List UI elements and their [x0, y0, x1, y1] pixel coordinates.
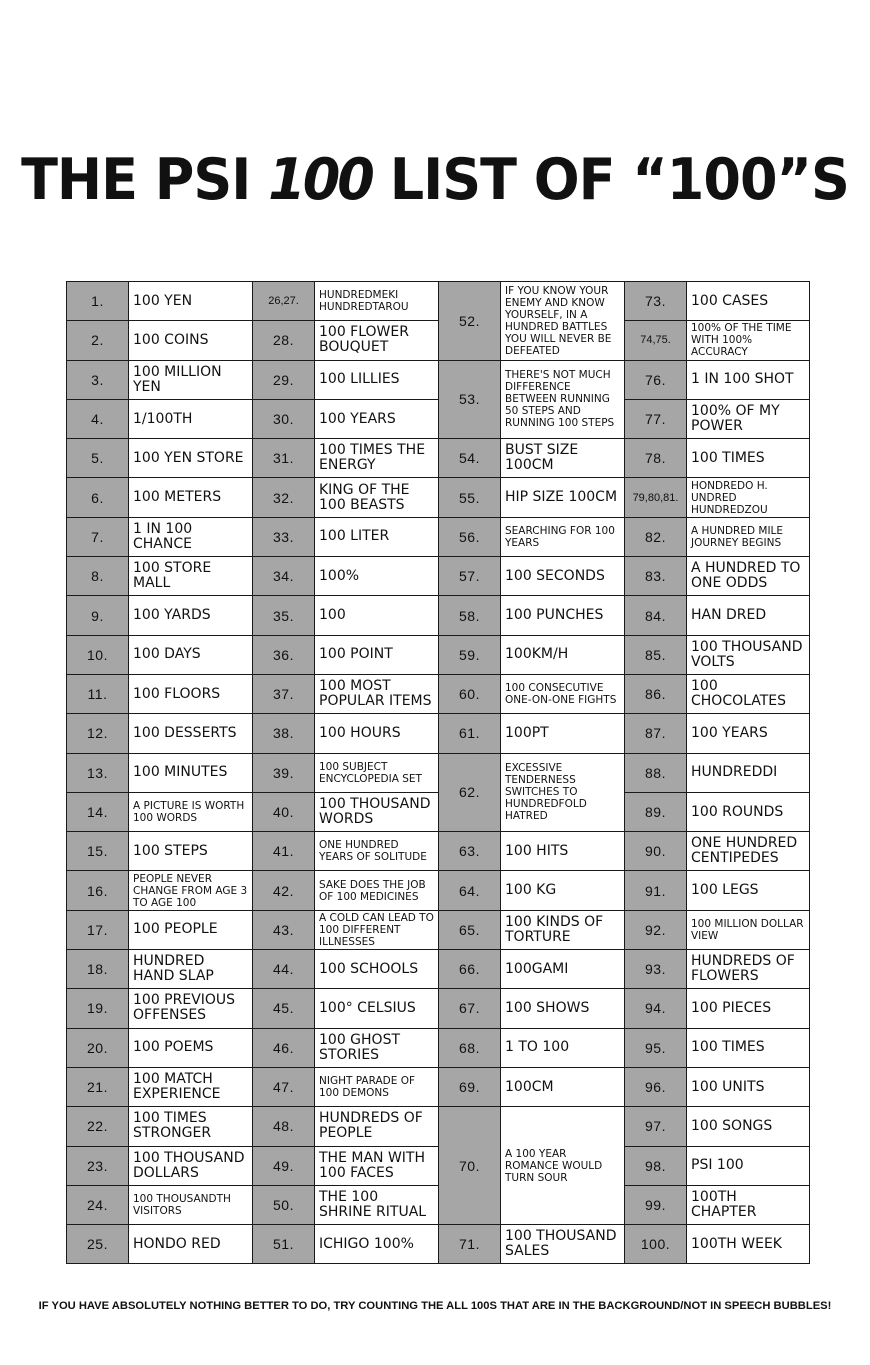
item-number: 37. — [253, 674, 315, 713]
item-text: 1 IN 100 CHANCE — [129, 517, 253, 556]
item-number: 64. — [439, 871, 501, 910]
item-number: 98. — [625, 1146, 687, 1185]
item-text: 100 POEMS — [129, 1028, 253, 1067]
item-number: 90. — [625, 832, 687, 871]
item-text: HONDREDO H. UNDRED HUNDREDZOU — [687, 478, 810, 517]
item-number: 23. — [67, 1146, 129, 1185]
item-number: 76. — [625, 360, 687, 399]
item-number: 84. — [625, 596, 687, 635]
item-number: 4. — [67, 399, 129, 438]
item-number: 49. — [253, 1146, 315, 1185]
item-text: 100 LITER — [315, 517, 439, 556]
item-text: 100 TIMES STRONGER — [129, 1107, 253, 1146]
item-number: 7. — [67, 517, 129, 556]
item-text: 100 SHOWS — [501, 989, 625, 1028]
item-text: 100 LILLIES — [315, 360, 439, 399]
item-number: 79,80,81. — [625, 478, 687, 517]
item-text: 100 SECONDS — [501, 557, 625, 596]
item-number: 69. — [439, 1067, 501, 1106]
table-row — [67, 910, 810, 949]
item-text: 100 YARDS — [129, 596, 253, 635]
item-number: 24. — [67, 1185, 129, 1224]
item-text: 1/100TH — [129, 399, 253, 438]
hundreds-list-table — [66, 281, 810, 1264]
item-number: 6. — [67, 478, 129, 517]
table-row — [67, 1225, 810, 1264]
table-row — [67, 1028, 810, 1067]
item-number: 65. — [439, 910, 501, 949]
item-text: A HUNDRED MILE JOURNEY BEGINS — [687, 517, 810, 556]
item-text: BUST SIZE 100CM — [501, 439, 625, 478]
item-number: 19. — [67, 989, 129, 1028]
item-text: 100 METERS — [129, 478, 253, 517]
item-number: 33. — [253, 517, 315, 556]
item-text: THE MAN WITH 100 FACES — [315, 1146, 439, 1185]
item-text: 100 FLOORS — [129, 674, 253, 713]
item-number: 52. — [439, 282, 501, 361]
item-number: 8. — [67, 557, 129, 596]
item-number: 73. — [625, 282, 687, 321]
item-number: 77. — [625, 399, 687, 438]
item-number: 32. — [253, 478, 315, 517]
item-number: 87. — [625, 714, 687, 753]
item-number: 78. — [625, 439, 687, 478]
item-text: 100 LEGS — [687, 871, 810, 910]
item-text: 100 THOUSANDTH VISITORS — [129, 1185, 253, 1224]
item-number: 51. — [253, 1225, 315, 1264]
item-number: 67. — [439, 989, 501, 1028]
item-text: 100 SCHOOLS — [315, 950, 439, 989]
item-number: 40. — [253, 792, 315, 831]
item-text: 100 THOUSAND DOLLARS — [129, 1146, 253, 1185]
item-number: 36. — [253, 635, 315, 674]
item-number: 38. — [253, 714, 315, 753]
item-number: 3. — [67, 360, 129, 399]
table-row — [67, 871, 810, 910]
table-row — [67, 832, 810, 871]
item-number: 20. — [67, 1028, 129, 1067]
item-text: 100 YEN STORE — [129, 439, 253, 478]
item-number: 43. — [253, 910, 315, 949]
item-text: HUNDREDMEKI HUNDREDTAROU — [315, 282, 439, 321]
title-highlight: 100 — [268, 146, 372, 213]
item-number: 21. — [67, 1067, 129, 1106]
item-text: 100 CHOCOLATES — [687, 674, 810, 713]
item-number: 16. — [67, 871, 129, 910]
table-row — [67, 1107, 810, 1146]
item-number: 2. — [67, 321, 129, 360]
item-text: 100 DESSERTS — [129, 714, 253, 753]
table-row — [67, 517, 810, 556]
item-text: 100 TIMES THE ENERGY — [315, 439, 439, 478]
item-number: 63. — [439, 832, 501, 871]
item-number: 39. — [253, 753, 315, 792]
table-row — [67, 674, 810, 713]
item-number: 9. — [67, 596, 129, 635]
item-text: 100 STEPS — [129, 832, 253, 871]
item-number: 96. — [625, 1067, 687, 1106]
table-row — [67, 439, 810, 478]
item-number: 41. — [253, 832, 315, 871]
item-number: 5. — [67, 439, 129, 478]
item-text: KING OF THE 100 BEASTS — [315, 478, 439, 517]
item-number: 31. — [253, 439, 315, 478]
item-number: 54. — [439, 439, 501, 478]
item-number: 66. — [439, 950, 501, 989]
item-text: 100 DAYS — [129, 635, 253, 674]
item-text: 100 THOUSAND SALES — [501, 1225, 625, 1264]
item-text: 100 MILLION YEN — [129, 360, 253, 399]
item-number: 95. — [625, 1028, 687, 1067]
item-text: 100 UNITS — [687, 1067, 810, 1106]
item-text: A PICTURE IS WORTH 100 WORDS — [129, 792, 253, 831]
item-text: 100 SUBJECT ENCYCLOPEDIA SET — [315, 753, 439, 792]
table-row — [67, 1146, 810, 1185]
table-row — [67, 478, 810, 517]
item-text: 100CM — [501, 1067, 625, 1106]
item-text: 100TH WEEK — [687, 1225, 810, 1264]
item-text: 100 KG — [501, 871, 625, 910]
item-text: HUNDREDDI — [687, 753, 810, 792]
item-text: THERE'S NOT MUCH DIFFERENCE BETWEEN RUNNING 50 STEPS AND RUNNING 100 STEPS — [501, 360, 625, 439]
item-number: 94. — [625, 989, 687, 1028]
item-number: 34. — [253, 557, 315, 596]
item-text: 100 PUNCHES — [501, 596, 625, 635]
item-number: 88. — [625, 753, 687, 792]
page-title — [0, 146, 870, 212]
item-number: 85. — [625, 635, 687, 674]
item-text: 100 YEARS — [687, 714, 810, 753]
item-text: 100 YEN — [129, 282, 253, 321]
item-text: 100 THOUSAND VOLTS — [687, 635, 810, 674]
item-text: 100 THOUSAND WORDS — [315, 792, 439, 831]
item-number: 97. — [625, 1107, 687, 1146]
table-row — [67, 1185, 810, 1224]
item-text: 100 GHOST STORIES — [315, 1028, 439, 1067]
item-number: 12. — [67, 714, 129, 753]
item-text: HIP SIZE 100CM — [501, 478, 625, 517]
item-text: 100 PREVIOUS OFFENSES — [129, 989, 253, 1028]
footer-note: IF YOU HAVE ABSOLUTELY NOTHING BETTER TO DO, TRY COUNTING THE ALL 100S THAT ARE IN THE BACKGROUND/NOT IN SPEECH BUBBLES! — [38, 1300, 832, 1312]
item-number: 82. — [625, 517, 687, 556]
table-row — [67, 399, 810, 438]
item-text: 100 MATCH EXPERIENCE — [129, 1067, 253, 1106]
item-number: 14. — [67, 792, 129, 831]
item-number: 93. — [625, 950, 687, 989]
item-text: 100 YEARS — [315, 399, 439, 438]
table-row — [67, 557, 810, 596]
item-number: 44. — [253, 950, 315, 989]
item-number: 25. — [67, 1225, 129, 1264]
item-text: NIGHT PARADE OF 100 DEMONS — [315, 1067, 439, 1106]
table-row — [67, 989, 810, 1028]
item-text: 100 POINT — [315, 635, 439, 674]
item-number: 15. — [67, 832, 129, 871]
item-number: 35. — [253, 596, 315, 635]
item-text: 100 ROUNDS — [687, 792, 810, 831]
item-number: 86. — [625, 674, 687, 713]
item-text: 100 SONGS — [687, 1107, 810, 1146]
item-text: 100 PEOPLE — [129, 910, 253, 949]
item-text: 100PT — [501, 714, 625, 753]
title-post: LIST OF “100”S — [371, 146, 849, 213]
item-number: 17. — [67, 910, 129, 949]
table-row — [67, 360, 810, 399]
item-number: 71. — [439, 1225, 501, 1264]
item-text: EXCESSIVE TENDERNESS SWITCHES TO HUNDREDFOLD HATRED — [501, 753, 625, 832]
item-number: 29. — [253, 360, 315, 399]
item-text: SEARCHING FOR 100 YEARS — [501, 517, 625, 556]
item-text: 100 HOURS — [315, 714, 439, 753]
item-text: ONE HUNDRED YEARS OF SOLITUDE — [315, 832, 439, 871]
item-text: 100GAMI — [501, 950, 625, 989]
item-number: 74,75. — [625, 321, 687, 360]
item-text: 100% OF MY POWER — [687, 399, 810, 438]
item-number: 13. — [67, 753, 129, 792]
item-text: 100° CELSIUS — [315, 989, 439, 1028]
item-number: 83. — [625, 557, 687, 596]
item-number: 99. — [625, 1185, 687, 1224]
item-text: 100 COINS — [129, 321, 253, 360]
table-row — [67, 714, 810, 753]
item-number: 47. — [253, 1067, 315, 1106]
item-number: 60. — [439, 674, 501, 713]
item-text: PSI 100 — [687, 1146, 810, 1185]
item-text: 100 MOST POPULAR ITEMS — [315, 674, 439, 713]
item-number: 18. — [67, 950, 129, 989]
item-number: 70. — [439, 1107, 501, 1225]
item-number: 53. — [439, 360, 501, 439]
item-text: ICHIGO 100% — [315, 1225, 439, 1264]
item-number: 62. — [439, 753, 501, 832]
item-text: THE 100 SHRINE RITUAL — [315, 1185, 439, 1224]
item-text: 100 STORE MALL — [129, 557, 253, 596]
item-text: 100 KINDS OF TORTURE — [501, 910, 625, 949]
item-text: HAN DRED — [687, 596, 810, 635]
table-row — [67, 596, 810, 635]
table-row — [67, 321, 810, 360]
item-text: HUNDREDS OF FLOWERS — [687, 950, 810, 989]
item-text: 100KM/H — [501, 635, 625, 674]
table-row — [67, 635, 810, 674]
item-number: 42. — [253, 871, 315, 910]
item-text: 100 MILLION DOLLAR VIEW — [687, 910, 810, 949]
item-number: 22. — [67, 1107, 129, 1146]
item-text: 100 PIECES — [687, 989, 810, 1028]
item-text: 100% — [315, 557, 439, 596]
item-text: 100% OF THE TIME WITH 100% ACCURACY — [687, 321, 810, 360]
item-number: 57. — [439, 557, 501, 596]
item-text: PEOPLE NEVER CHANGE FROM AGE 3 TO AGE 100 — [129, 871, 253, 910]
item-text: ONE HUNDRED CENTIPEDES — [687, 832, 810, 871]
item-text: A HUNDRED TO ONE ODDS — [687, 557, 810, 596]
item-text: 100 CASES — [687, 282, 810, 321]
item-number: 55. — [439, 478, 501, 517]
item-text: 100 FLOWER BOUQUET — [315, 321, 439, 360]
item-number: 11. — [67, 674, 129, 713]
item-text: A 100 YEAR ROMANCE WOULD TURN SOUR — [501, 1107, 625, 1225]
item-text: HUNDRED HAND SLAP — [129, 950, 253, 989]
item-text: 100 TIMES — [687, 1028, 810, 1067]
item-number: 28. — [253, 321, 315, 360]
item-text: 100 MINUTES — [129, 753, 253, 792]
item-number: 89. — [625, 792, 687, 831]
item-number: 58. — [439, 596, 501, 635]
item-text: IF YOU KNOW YOUR ENEMY AND KNOW YOURSELF, IN A HUNDRED BATTLES YOU WILL NEVER BE DEFEATED — [501, 282, 625, 361]
table-row — [67, 950, 810, 989]
item-number: 46. — [253, 1028, 315, 1067]
item-number: 59. — [439, 635, 501, 674]
item-number: 68. — [439, 1028, 501, 1067]
item-number: 91. — [625, 871, 687, 910]
item-text: 1 TO 100 — [501, 1028, 625, 1067]
item-text: 1 IN 100 SHOT — [687, 360, 810, 399]
item-number: 45. — [253, 989, 315, 1028]
title-pre: THE PSI — [21, 146, 269, 213]
item-number: 48. — [253, 1107, 315, 1146]
item-number: 61. — [439, 714, 501, 753]
item-number: 26,27. — [253, 282, 315, 321]
item-number: 10. — [67, 635, 129, 674]
item-number: 56. — [439, 517, 501, 556]
item-number: 30. — [253, 399, 315, 438]
item-text: A COLD CAN LEAD TO 100 DIFFERENT ILLNESSES — [315, 910, 439, 949]
item-text: SAKE DOES THE JOB OF 100 MEDICINES — [315, 871, 439, 910]
item-text: 100TH CHAPTER — [687, 1185, 810, 1224]
table-row — [67, 753, 810, 792]
item-number: 50. — [253, 1185, 315, 1224]
item-number: 100. — [625, 1225, 687, 1264]
item-text: 100 HITS — [501, 832, 625, 871]
item-text: HUNDREDS OF PEOPLE — [315, 1107, 439, 1146]
item-text: 100 TIMES — [687, 439, 810, 478]
item-text: 100 CONSECUTIVE ONE-ON-ONE FIGHTS — [501, 674, 625, 713]
item-number: 92. — [625, 910, 687, 949]
item-text: HONDO RED — [129, 1225, 253, 1264]
table-row — [67, 282, 810, 321]
table-row — [67, 792, 810, 831]
item-number: 1. — [67, 282, 129, 321]
table-row — [67, 1067, 810, 1106]
item-text: 100 — [315, 596, 439, 635]
